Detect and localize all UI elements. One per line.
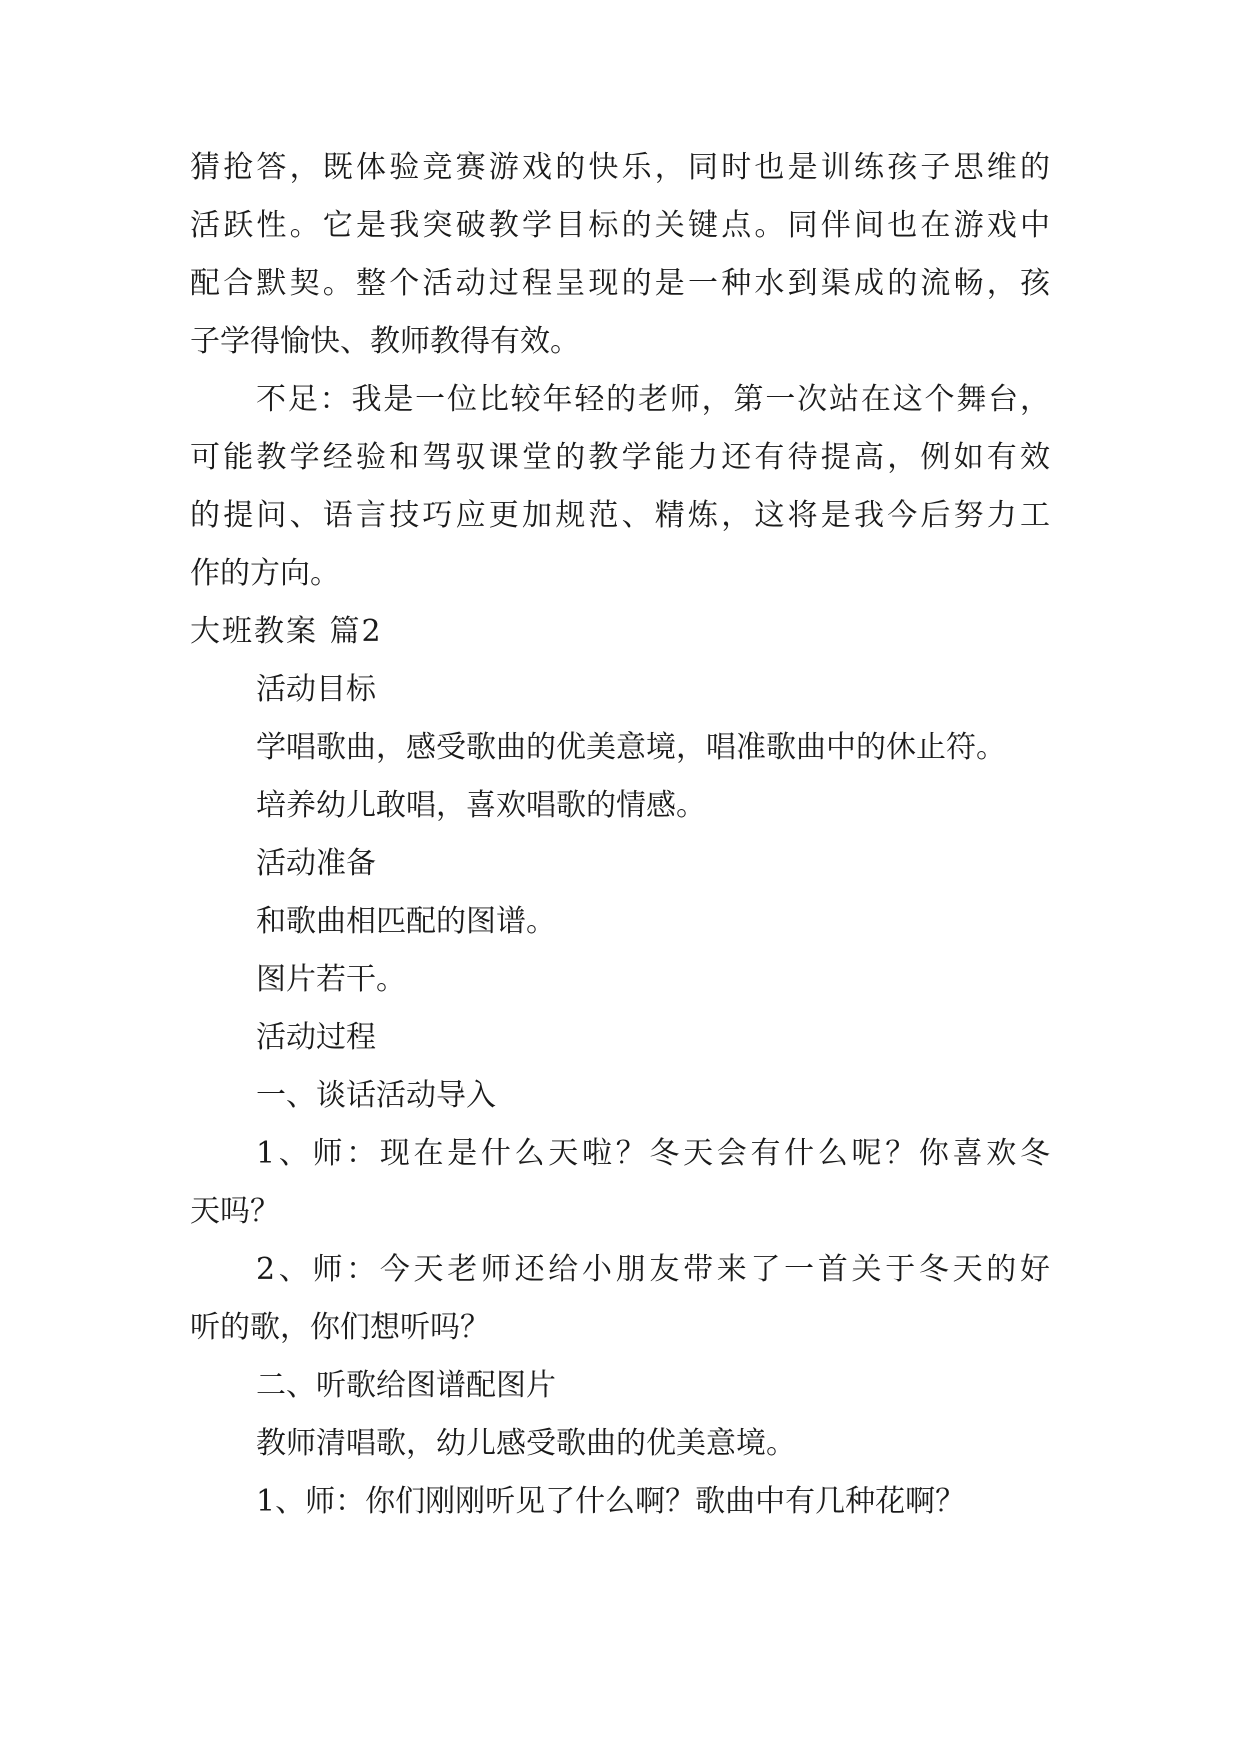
section-heading: 大班教案 篇2 — [190, 614, 383, 649]
paragraph-line: 教师清唱歌，幼儿感受歌曲的优美意境。 — [256, 1426, 796, 1461]
paragraph-line: 培养幼儿敢唱，喜欢唱歌的情感。 — [256, 788, 706, 823]
paragraph-line: 天吗？ — [190, 1194, 280, 1229]
paragraph-line: 猜抢答，既体验竞赛游戏的快乐，同时也是训练孩子思维的 — [190, 150, 1050, 185]
paragraph-line: 听的歌，你们想听吗？ — [190, 1310, 490, 1345]
paragraph-line: 二、听歌给图谱配图片 — [256, 1368, 556, 1403]
paragraph-line: 的提问、语言技巧应更加规范、精炼，这将是我今后努力工 — [190, 498, 1050, 533]
paragraph-line: 图片若干。 — [256, 962, 406, 997]
paragraph-line: 活跃性。它是我突破教学目标的关键点。同伴间也在游戏中 — [190, 208, 1050, 243]
paragraph-line: 一、谈话活动导入 — [256, 1078, 496, 1113]
paragraph-line: 1、师：你们刚刚听见了什么啊？歌曲中有几种花啊？ — [256, 1484, 966, 1519]
paragraph-line: 2、师：今天老师还给小朋友带来了一首关于冬天的好 — [256, 1252, 1050, 1287]
paragraph-line: 子学得愉快、教师教得有效。 — [190, 324, 580, 359]
subheading: 活动过程 — [256, 1020, 376, 1055]
paragraph-line: 和歌曲相匹配的图谱。 — [256, 904, 556, 939]
paragraph-line: 1、师：现在是什么天啦？冬天会有什么呢？你喜欢冬 — [256, 1136, 1050, 1171]
paragraph-line: 配合默契。整个活动过程呈现的是一种水到渠成的流畅，孩 — [190, 266, 1050, 301]
paragraph-line: 作的方向。 — [190, 556, 340, 591]
subheading: 活动准备 — [256, 846, 376, 881]
paragraph-line: 不足：我是一位比较年轻的老师，第一次站在这个舞台， — [256, 382, 1050, 417]
subheading: 活动目标 — [256, 672, 376, 707]
paragraph-line: 学唱歌曲，感受歌曲的优美意境，唱准歌曲中的休止符。 — [256, 730, 1006, 765]
paragraph-line: 可能教学经验和驾驭课堂的教学能力还有待提高，例如有效 — [190, 440, 1050, 475]
